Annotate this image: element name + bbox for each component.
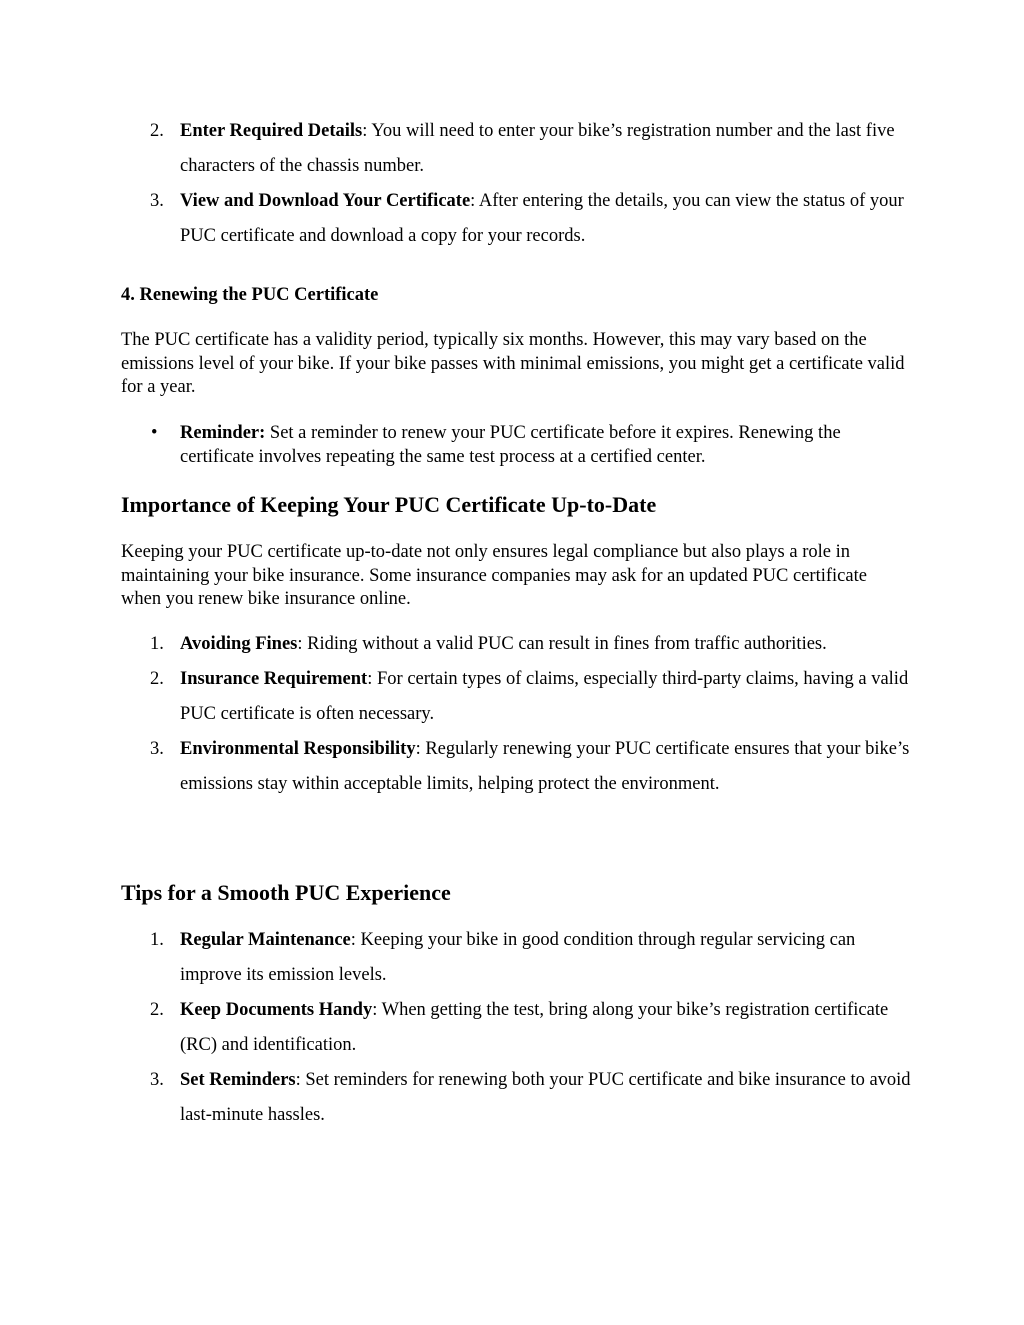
list-number: 2. [150, 1000, 164, 1020]
importance-paragraph: Keeping your PUC certificate up-to-date not only ensures legal compliance but also plays a role in maintaining your bike insurance. Some insurance companies may ask for an updated PUC certificate when you renew bike insurance online. [121, 542, 867, 609]
item-term: Set Reminders [180, 1070, 296, 1090]
list-item [121, 627, 911, 662]
list-number: 1. [150, 930, 164, 950]
steps-list [121, 114, 911, 254]
list-item [121, 993, 911, 1063]
item-term: Keep Documents Handy [180, 1000, 373, 1020]
item-term: Regular Maintenance [180, 930, 351, 950]
list-number: 2. [150, 121, 164, 141]
item-term: Reminder: [180, 423, 266, 443]
item-term: Environmental Responsibility [180, 739, 416, 759]
list-item [121, 1063, 911, 1133]
item-text: : Riding without a valid PUC can result in fines from traffic authorities. [297, 634, 827, 654]
item-term: Avoiding Fines [180, 634, 298, 654]
item-text: Set a reminder to renew your PUC certificate before it expires. Renewing the certificate involves repeating the same test process at a certified center. [180, 423, 841, 467]
renewing-bullet-list [121, 422, 911, 469]
bullet-marker: • [151, 423, 158, 443]
item-text: : For certain types of claims, especially third-party claims, having a valid PUC certificate is often necessary. [180, 669, 909, 724]
tips-list [121, 923, 911, 1133]
item-term: View and Download Your Certificate [180, 191, 471, 211]
list-item [121, 184, 911, 254]
list-number: 3. [150, 739, 164, 759]
item-text: : When getting the test, bring along your bike’s registration certificate (RC) and identification. [180, 1000, 889, 1055]
item-text: : Regularly renewing your PUC certificate ensures that your bike’s emissions stay within acceptable limits, helping protect the environment. [180, 739, 910, 794]
list-item [121, 422, 911, 469]
list-number: 3. [150, 1070, 164, 1090]
item-term: Insurance Requirement [180, 669, 368, 689]
item-text: : Keeping your bike in good condition through regular servicing can improve its emission levels. [180, 930, 856, 985]
list-item [121, 732, 911, 802]
importance-list [121, 627, 911, 802]
item-text: : You will need to enter your bike’s registration number and the last five characters of the chassis number. [180, 121, 895, 176]
list-number: 1. [150, 634, 164, 654]
list-item [121, 114, 911, 184]
importance-heading: Importance of Keeping Your PUC Certificate Up-to-Date [121, 492, 657, 517]
list-item [121, 662, 911, 732]
item-term: Enter Required Details [180, 121, 363, 141]
renewing-heading: 4. Renewing the PUC Certificate [121, 285, 379, 305]
list-item [121, 923, 911, 993]
item-text: : After entering the details, you can view the status of your PUC certificate and download a copy for your records. [180, 191, 904, 246]
tips-heading: Tips for a Smooth PUC Experience [121, 880, 451, 905]
list-number: 3. [150, 191, 164, 211]
list-number: 2. [150, 669, 164, 689]
renewing-paragraph: The PUC certificate has a validity period, typically six months. However, this may vary based on the emissions level of your bike. If your bike passes with minimal emissions, you might get a certificate valid for a year. [121, 330, 905, 397]
item-text: : Set reminders for renewing both your PUC certificate and bike insurance to avoid last-minute hassles. [180, 1070, 911, 1125]
